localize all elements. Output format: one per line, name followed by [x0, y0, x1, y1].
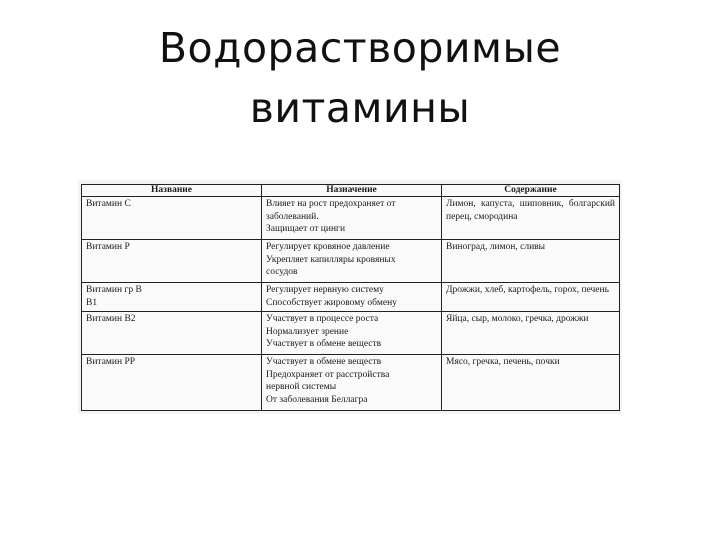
table-row [82, 197, 620, 240]
cell-text: Витамин РР [86, 357, 136, 367]
cell-purpose [262, 283, 442, 312]
cell-content [442, 283, 620, 312]
slide-title-line-1: Водорастворимые [158, 24, 562, 72]
cell-purpose [262, 312, 442, 355]
vitamins-table-image [78, 180, 622, 414]
cell-text: Виноград, лимон, сливы [446, 242, 546, 252]
cell-text: В1 [86, 297, 98, 308]
cell-name [82, 197, 262, 240]
slide-title-line-2: витамины [249, 84, 471, 132]
cell-text: Укрепляет капилляры кровяных [266, 254, 396, 265]
table-row [82, 312, 620, 355]
cell-text: Участвует в обмене веществ [266, 357, 382, 367]
cell-text: Способствует жировому обмену [266, 297, 397, 308]
cell-purpose [262, 197, 442, 240]
cell-purpose [262, 240, 442, 283]
cell-text: нервной системы [266, 382, 337, 392]
slide-title [60, 18, 660, 138]
cell-content [442, 197, 620, 240]
table-row [82, 283, 620, 312]
cell-text: Регулирует кровяное давление [266, 242, 390, 252]
cell-name [82, 355, 262, 411]
cell-content [442, 312, 620, 355]
cell-text: Витамин В2 [86, 314, 136, 324]
cell-text: Дрожжи, хлеб, картофель, горох, печень [446, 285, 609, 295]
cell-text: Влияет на рост предохраняет от [266, 199, 396, 209]
cell-text: Витамин гр В [86, 285, 142, 295]
cell-text: Регулирует нервную систему [266, 285, 384, 295]
cell-text: Защищает от цинги [266, 224, 346, 234]
cell-text: Участвует в обмене веществ [266, 339, 382, 349]
cell-text: От заболевания Беллагра [266, 394, 368, 405]
cell-text: Витамин С [86, 199, 131, 209]
cell-name [82, 312, 262, 355]
cell-content [442, 355, 620, 411]
table-header-row [82, 185, 620, 197]
cell-content [442, 240, 620, 283]
header-content: Содержание [442, 185, 620, 197]
cell-text: Яйца, сыр, молоко, гречка, дрожжи [446, 314, 589, 324]
cell-purpose [262, 355, 442, 411]
cell-text: Лимон, капуста, шиповник, болгарский перец, смородина [446, 199, 615, 222]
table-row [82, 355, 620, 411]
cell-text: Нормализует зрение [266, 326, 349, 337]
vitamins-table [81, 184, 620, 411]
cell-text: Мясо, гречка, печень, почки [446, 357, 560, 367]
cell-name [82, 240, 262, 283]
cell-text: Витамин Р [86, 242, 130, 252]
cell-text: сосудов [266, 267, 298, 277]
header-name: Название [82, 185, 262, 197]
cell-text: заболеваний. [266, 211, 319, 222]
cell-text: Предохраняет от расстройства [266, 369, 390, 380]
cell-name [82, 283, 262, 312]
header-purpose: Назначение [262, 185, 442, 197]
cell-text: Участвует в процессе роста [266, 314, 379, 324]
table-row [82, 240, 620, 283]
